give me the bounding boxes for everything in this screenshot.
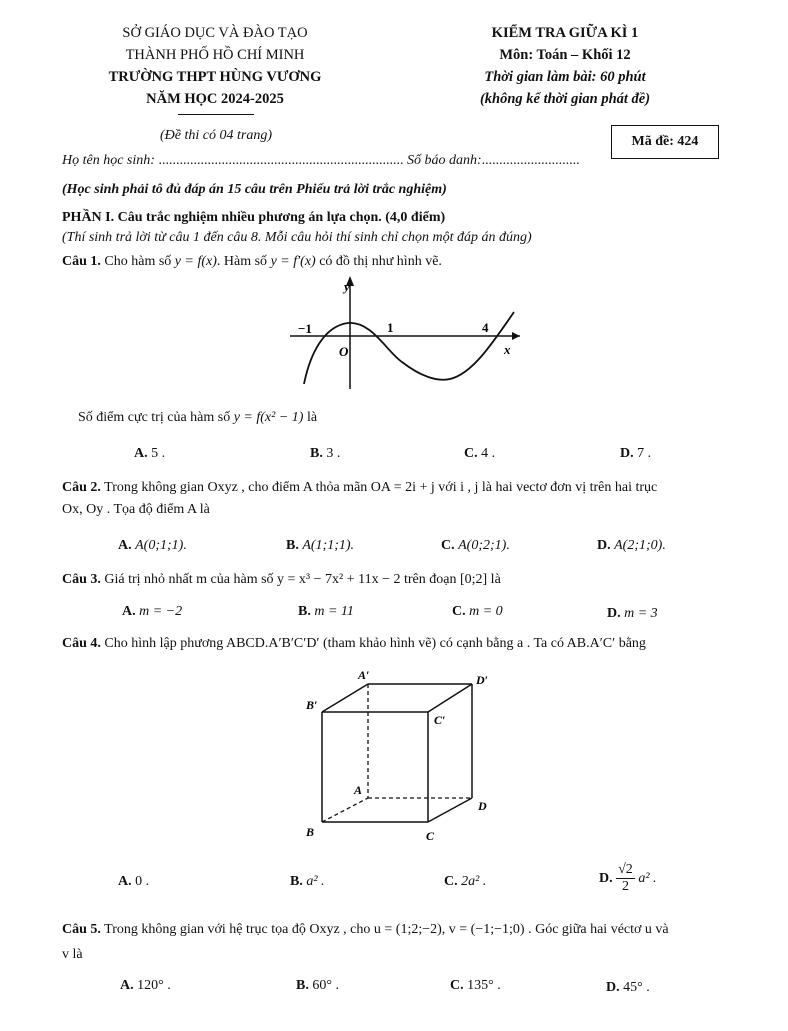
label-cprime: C′ bbox=[434, 713, 446, 727]
q3-option-c[interactable] bbox=[452, 602, 503, 622]
option-letter: D. bbox=[606, 980, 620, 995]
q5-option-c[interactable] bbox=[450, 976, 501, 996]
sbd-label: Số báo danh: bbox=[406, 153, 482, 168]
name-label: Họ tên học sinh: bbox=[62, 153, 155, 168]
label-bprime: B′ bbox=[306, 698, 318, 712]
q1-sub-end: là bbox=[306, 410, 318, 425]
q3-option-d[interactable] bbox=[607, 604, 658, 624]
option-letter: A. bbox=[120, 978, 134, 993]
option-text: 135° . bbox=[467, 978, 501, 993]
x-axis-arrow bbox=[512, 332, 520, 340]
q1-stem bbox=[62, 252, 442, 272]
x-label: x bbox=[504, 342, 511, 357]
q1-text-b: . Hàm số bbox=[216, 254, 268, 269]
fraction bbox=[616, 862, 635, 895]
option-letter: B. bbox=[286, 538, 299, 553]
q2-label: Câu 2. bbox=[62, 480, 101, 495]
option-text: 3 . bbox=[326, 446, 341, 461]
option-letter: A. bbox=[122, 604, 136, 619]
student-info-line bbox=[62, 151, 580, 171]
label-c: C bbox=[426, 829, 435, 843]
q5-stem-line2: v là bbox=[62, 947, 83, 962]
school-year: NĂM HỌC 2024-2025 bbox=[146, 91, 284, 107]
option-letter: C. bbox=[464, 446, 478, 461]
option-text: m = 0 bbox=[469, 604, 503, 619]
part1-note: (Thí sinh trả lời từ câu 1 đến câu 8. Mỗi câu hỏi thí sinh chỉ chọn một đáp án đúng) bbox=[62, 230, 532, 245]
q1-text-a: Cho hàm số bbox=[104, 254, 172, 269]
option-text: a² . bbox=[306, 874, 325, 889]
sbd-dots: ............................ bbox=[481, 153, 580, 168]
header-right bbox=[430, 22, 700, 110]
q5-option-b[interactable] bbox=[296, 976, 339, 996]
exam-code: Mã đề: 424 bbox=[631, 134, 699, 149]
label-one: 1 bbox=[387, 320, 394, 335]
q4-label: Câu 4. bbox=[62, 636, 101, 651]
q4-text: Cho hình lập phương ABCD.A′B′C′D′ (tham khảo hình vẽ) có cạnh bằng a . Ta có AB.A′C′ bằng bbox=[104, 636, 646, 651]
option-text: A(1;1;1). bbox=[302, 538, 355, 553]
q1-option-d[interactable] bbox=[620, 444, 651, 464]
q3-label: Câu 3. bbox=[62, 572, 101, 587]
origin-label: O bbox=[339, 344, 349, 359]
option-tail: a² . bbox=[638, 870, 657, 886]
q4-option-a[interactable] bbox=[118, 872, 149, 892]
option-letter: A. bbox=[134, 446, 148, 461]
q1-derivative-graph bbox=[282, 274, 522, 392]
y-label: y bbox=[344, 279, 350, 294]
fraction-numerator: √2 bbox=[618, 862, 633, 877]
fraction-denominator: 2 bbox=[621, 879, 629, 894]
option-letter: D. bbox=[599, 870, 613, 886]
label-aprime: A′ bbox=[358, 668, 370, 682]
q1-expr-b: y = f′(x) bbox=[270, 254, 316, 269]
q1-expr-a: y = f(x) bbox=[174, 254, 217, 269]
q1-text-c: có đồ thị như hình vẽ. bbox=[319, 254, 442, 269]
label-four: 4 bbox=[482, 320, 489, 335]
q1-label: Câu 1. bbox=[62, 254, 101, 269]
q2-line1: Trong không gian Oxyz , cho điểm A thỏa mãn OA = 2i + j với i , j là hai vectơ đơn vị trên hai trục bbox=[104, 480, 658, 495]
option-letter: A. bbox=[118, 874, 132, 889]
option-letter: C. bbox=[450, 978, 464, 993]
option-letter: C. bbox=[444, 874, 458, 889]
option-text: 7 . bbox=[637, 446, 652, 461]
q1-subquestion bbox=[78, 408, 317, 428]
q5-label: Câu 5. bbox=[62, 922, 101, 937]
q5-line1: Trong không gian với hệ trục tọa độ Oxyz , cho u = (1;2;−2), v = (−1;−1;0) . Góc giữa hai véctơ u và bbox=[104, 922, 669, 937]
option-text: m = 11 bbox=[314, 604, 354, 619]
name-dots: ...................................................................... bbox=[158, 153, 404, 168]
q3-option-a[interactable] bbox=[122, 602, 182, 622]
q4-cube-figure bbox=[300, 664, 505, 846]
option-text: m = 3 bbox=[624, 606, 658, 621]
q2-option-b[interactable] bbox=[286, 536, 354, 556]
label-b: B bbox=[306, 825, 315, 839]
q5-option-a[interactable] bbox=[120, 976, 171, 996]
duration: Thời gian làm bài: 60 phút bbox=[484, 69, 646, 85]
duration-note: (không kể thời gian phát đề) bbox=[479, 91, 651, 107]
option-letter: B. bbox=[290, 874, 303, 889]
header-left bbox=[80, 22, 350, 110]
option-letter: D. bbox=[620, 446, 634, 461]
option-letter: D. bbox=[597, 538, 611, 553]
option-text: 4 . bbox=[481, 446, 496, 461]
q2-stem-line1 bbox=[62, 478, 657, 498]
option-text: m = −2 bbox=[139, 604, 183, 619]
option-text: A(0;2;1). bbox=[458, 538, 510, 553]
header-divider bbox=[178, 114, 254, 115]
subject: Môn: Toán – Khối 12 bbox=[499, 47, 631, 63]
q4-option-d[interactable] bbox=[599, 862, 657, 895]
q2-option-d[interactable] bbox=[597, 536, 666, 556]
q2-stem-line2: Ox, Oy . Tọa độ điểm A là bbox=[62, 502, 210, 517]
option-letter: C. bbox=[441, 538, 455, 553]
option-letter: B. bbox=[310, 446, 323, 461]
q1-sub-expr: y = f(x² − 1) bbox=[233, 410, 304, 425]
q1-option-b[interactable] bbox=[310, 444, 340, 464]
option-letter: A. bbox=[118, 538, 132, 553]
instruction: (Học sinh phải tô đủ đáp án 15 câu trên Phiếu trả lời trắc nghiệm) bbox=[62, 182, 447, 197]
q2-option-a[interactable] bbox=[118, 536, 187, 556]
label-minus-one: −1 bbox=[298, 321, 312, 336]
q4-option-b[interactable] bbox=[290, 872, 325, 892]
q4-option-c[interactable] bbox=[444, 872, 486, 892]
option-text: 2a² . bbox=[461, 874, 487, 889]
edge-b-a-hidden bbox=[322, 798, 368, 822]
q5-stem-line1 bbox=[62, 920, 669, 940]
q3-option-b[interactable] bbox=[298, 602, 354, 622]
option-letter: C. bbox=[452, 604, 466, 619]
label-d: D bbox=[478, 799, 487, 813]
q1-option-a[interactable] bbox=[134, 444, 165, 464]
label-a: A bbox=[354, 783, 363, 797]
part1-title: PHẦN I. Câu trắc nghiệm nhiều phương án lựa chọn. (4,0 điểm) bbox=[62, 210, 446, 225]
option-text: 45° . bbox=[623, 980, 650, 995]
option-letter: D. bbox=[607, 606, 621, 621]
option-text: 5 . bbox=[151, 446, 166, 461]
q2-option-c[interactable] bbox=[441, 536, 510, 556]
edge-bprime-aprime bbox=[322, 684, 368, 712]
school-name: TRƯỜNG THPT HÙNG VƯƠNG bbox=[108, 69, 322, 85]
exam-title: KIỂM TRA GIỮA KÌ 1 bbox=[491, 25, 639, 41]
q1-sub-text: Số điểm cực trị của hàm số bbox=[78, 410, 231, 425]
pages-note: (Đề thi có 04 trang) bbox=[160, 128, 272, 143]
option-letter: B. bbox=[296, 978, 309, 993]
q3-text: Giá trị nhỏ nhất m của hàm số y = x³ − 7x² + 11x − 2 trên đoạn [0;2] là bbox=[104, 572, 501, 587]
option-text: 120° . bbox=[137, 978, 171, 993]
option-text: 60° . bbox=[312, 978, 339, 993]
city-name: THÀNH PHỐ HỒ CHÍ MINH bbox=[125, 47, 305, 63]
option-text: A(0;1;1). bbox=[135, 538, 187, 553]
option-letter: B. bbox=[298, 604, 311, 619]
option-text: 0 . bbox=[135, 874, 150, 889]
q3-stem bbox=[62, 570, 501, 590]
q5-option-d[interactable] bbox=[606, 978, 650, 998]
edge-cprime-dprime bbox=[428, 684, 472, 712]
q1-option-c[interactable] bbox=[464, 444, 495, 464]
option-text: A(2;1;0). bbox=[614, 538, 666, 553]
exam-code-box bbox=[611, 125, 719, 159]
label-dprime: D′ bbox=[476, 673, 489, 687]
dept-name: SỞ GIÁO DỤC VÀ ĐÀO TẠO bbox=[122, 25, 308, 41]
edge-c-d bbox=[428, 798, 472, 822]
q4-stem bbox=[62, 634, 646, 654]
